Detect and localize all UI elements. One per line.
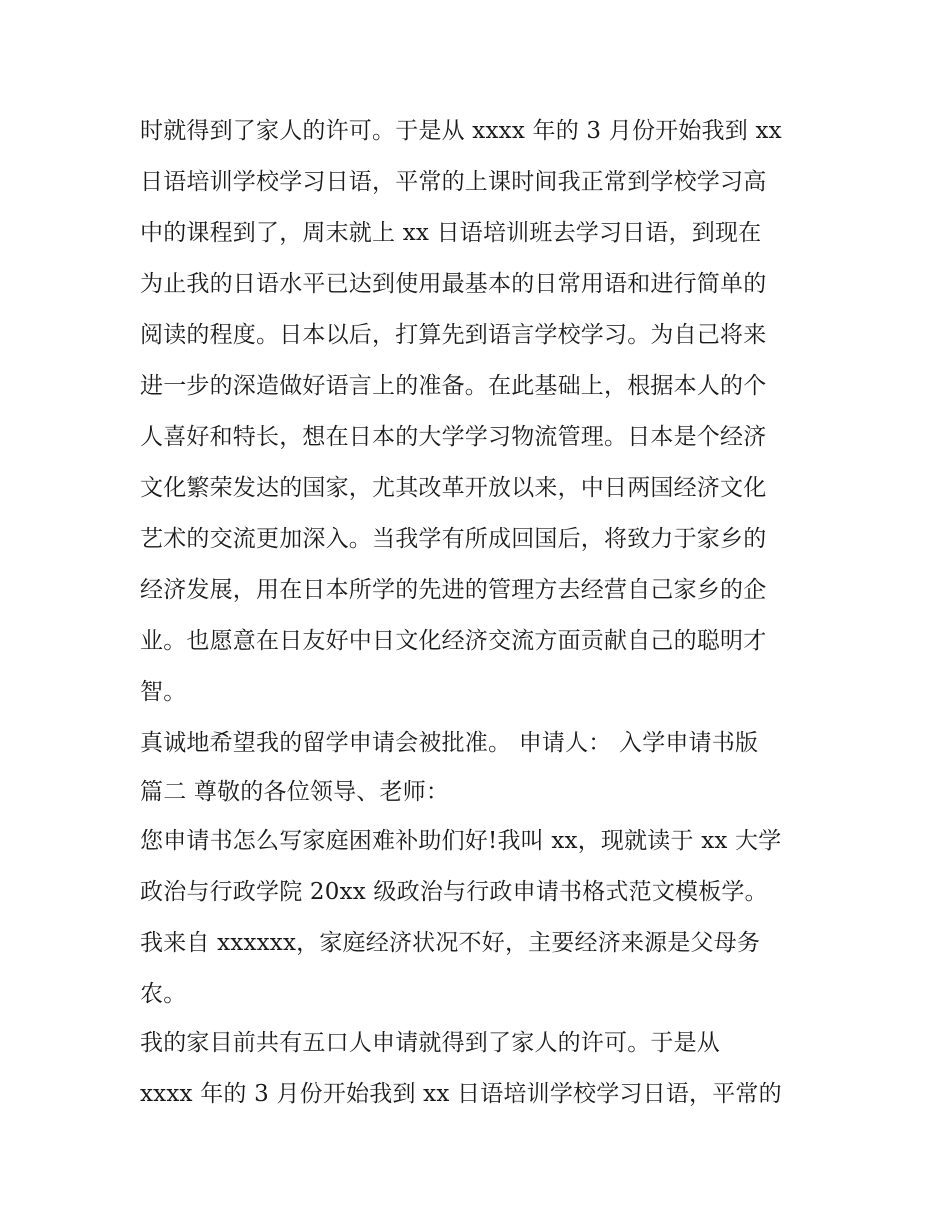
text-line: 智。 <box>140 679 187 705</box>
text-line: 为止我的日语水平已达到使用最基本的日常用语和进行简单的 <box>140 271 767 297</box>
text-line: 您申请书怎么写家庭困难补助们好!我叫 xx，现就读于 xx 大学 <box>140 828 782 854</box>
text-line: 农。 <box>140 981 187 1007</box>
text-line: 政治与行政学院 20xx 级政治与行政申请书格式范文模板学。 <box>140 879 768 905</box>
text-line: 篇二 尊敬的各位领导、老师： <box>140 779 450 805</box>
text-line: 日语培训学校学习日语，平常的上课时间我正常到学校学习高 <box>140 169 767 195</box>
text-line: xxxx 年的 3 月份开始我到 xx 日语培训学校学习日语，平常的 <box>140 1081 782 1107</box>
text-line: 时就得到了家人的许可。于是从 xxxx 年的 3 月份开始我到 xx <box>140 118 782 144</box>
text-line: 文化繁荣发达的国家，尤其改革开放以来，中日两国经济文化 <box>140 475 767 501</box>
text-line: 我来自 xxxxxx，家庭经济状况不好，主要经济来源是父母务 <box>140 930 761 956</box>
text-line: 真诚地希望我的留学申请会被批准。 申请人： 入学申请书版 <box>140 730 759 756</box>
text-line: 人喜好和特长，想在日本的大学学习物流管理。日本是个经济 <box>140 424 767 450</box>
text-line: 中的课程到了，周末就上 xx 日语培训班去学习日语，到现在 <box>140 220 762 246</box>
text-line: 我的家目前共有五口人申请就得到了家人的许可。于是从 <box>140 1030 720 1056</box>
text-line: 经济发展，用在日本所学的先进的管理方去经营自己家乡的企 <box>140 577 767 603</box>
document-body <box>140 106 820 1120</box>
text-line: 阅读的程度。日本以后，打算先到语言学校学习。为自己将来 <box>140 322 767 348</box>
text-line: 业。也愿意在日友好中日文化经济交流方面贡献自己的聪明才 <box>140 628 767 654</box>
text-line: 进一步的深造做好语言上的准备。在此基础上，根据本人的个 <box>140 373 767 399</box>
text-line: 艺术的交流更加深入。当我学有所成回国后，将致力于家乡的 <box>140 526 767 552</box>
